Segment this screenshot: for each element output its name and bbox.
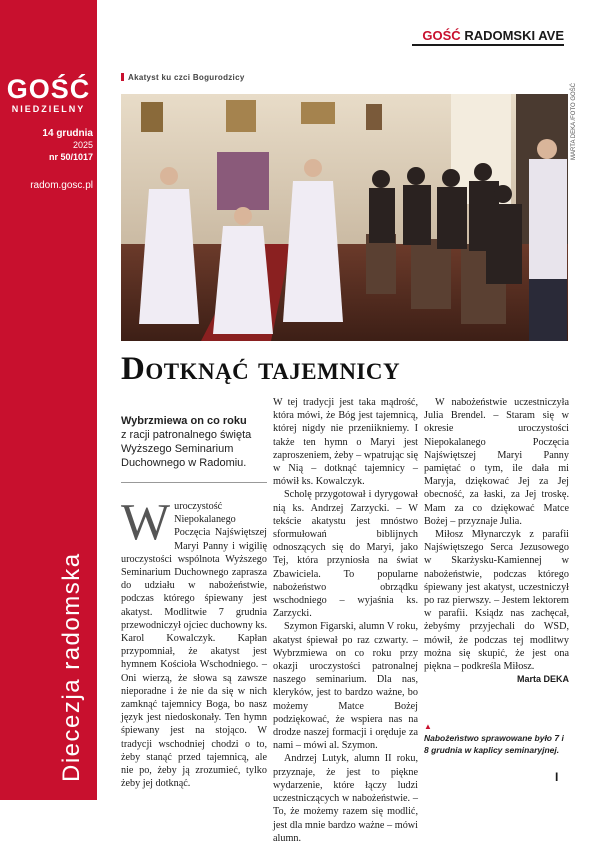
section-label: Diecezja radomska [58, 552, 85, 782]
header-brand: GOŚĆ [422, 28, 461, 43]
paragraph: Scholę przygotował i dyrygował nią ks. Andrzej Zarzycki. – W tekście akatystu jest mnóstwo sformułowań biblijnych odnoszących się do Maryi, jako Tej, która przyniosła na świat Zbawiciela. To popularne nabożeństwo obrządku wschodniego – wyjaśnia ks. Zarzycki. [273, 489, 418, 620]
author-signature: Marta DEKA [516, 674, 569, 685]
kicker-mark [121, 73, 124, 81]
paragraph-text: uroczystość Niepokalanego Poczęcia Najświętszej Maryi Panny i wigilię uroczystości wspólnota Wyższego Seminarium Duchownego zaprasza do udziału w nabożeństwie, podczas którego śpiewany jest akatyst. Modlitwie 7 grudnia przewodniczył ojciec duchowny ks. Karol Kowalczyk. Kapłan przypomniał, że akatyst jest hymnem Kościoła Wschodniego. – Oni wierzą, że słowa są zawsze nieporadne i że nie da się w nich zamknąć tajemnicy Boga, bo nasz język jest niedoskonały. Ten hymn śpiewany jest na stojąco. W tradycji wschodniej chodzi o to, żeby stanąć przed tajemnicą, ale nie po, żeby ją zrozumieć, tylko żeby jej dotknąć. [121, 501, 267, 790]
lead-rest: z racji patronalnego święta Wyższego Seminarium Duchownego w Radomiu. [121, 429, 252, 469]
article-column-2 [273, 396, 418, 845]
caption-text: Nabożeństwo sprawowane było 7 i 8 grudnia w kaplicy seminaryjnej. [424, 733, 564, 755]
photo-illustration [121, 94, 568, 341]
article-column-3 [424, 396, 569, 686]
paragraph: Andrzej Lutyk, alumn II roku, przyznaje, że jest to piękne wydarzenie, które łączy ludzi uczestniczących w nabożeństwie. – To, że możemy razem się modlić, jest dla mnie bardzo ważne – mówi alumn. [273, 753, 418, 844]
photo-caption [424, 722, 569, 756]
article-title: Dotknąć tajemnicy [121, 351, 401, 387]
paragraph [121, 494, 267, 790]
lead [121, 414, 267, 470]
article-column-1 [121, 494, 267, 790]
article-photo [121, 94, 568, 341]
caption-triangle-icon: ▲ [424, 722, 432, 731]
photo-credit: MARTA DEKA /FOTO GOŚĆ [571, 82, 577, 160]
logo-sub: NIEDZIELNY [11, 104, 86, 114]
lead-divider [121, 482, 267, 483]
kicker [121, 73, 245, 82]
issue-year: 2025 [72, 140, 93, 150]
kicker-text: Akatyst ku czci Bogurodzicy [128, 73, 245, 82]
website-link[interactable]: radom.gosc.pl [30, 180, 93, 191]
issue-info [0, 128, 93, 163]
paragraph: Szymon Figarski, alumn V roku, akatyst śpiewał po raz czwarty. – Wybrzmiewa on co roku przy okazji uroczystości patronalnej naszego seminarium. Dla nas, kleryków, jest to bardzo ważne, bo możemy Matce Bożej podziękować, że wspiera nas na drodze naszej formacji i oręduje za nami – mówi al. Szymon. [273, 621, 418, 752]
header-edition: RADOMSKI AVE [464, 28, 564, 43]
logo-main: GOŚĆ [6, 74, 91, 104]
lead-bold: Wybrzmiewa on co roku [121, 415, 247, 427]
sidebar [0, 0, 97, 800]
logo [0, 75, 97, 115]
paragraph: Miłosz Młynarczyk z parafii Najświętszego Serca Jezusowego w Skarżysku-Kamiennej w nabożeństwie, podczas którego śpiewany jest akatyst, uczestniczył po raz pierwszy. – Jestem lektorem w parafii. Ksiądz nas zachęcał, żebyśmy przyjechali do WSD, mówił, że podczas tej modlitwy można się skupić, że jest ona piękna – podkreśla Miłosz. [424, 529, 569, 673]
page-header [412, 28, 564, 43]
paragraph: W nabożeństwie uczestniczyła Julia Brendel. – Staram się w okresie uroczystości Niepokalanego Poczęcia Najświętszej Maryi Panny pamiętać o tym, ile dała mi Maryja, dziękować Jej za Jej obecność, za łaski, za Jej troskę. Mam za co dziękować Matce Bożej – przyznaje Julia. [424, 397, 569, 527]
dropcap: W [121, 494, 171, 551]
issue-date: 14 grudnia [42, 128, 93, 139]
header-rule [412, 44, 564, 46]
issue-number: nr 50/1017 [48, 152, 93, 162]
paragraph: W tej tradycji jest taka mądrość, która mówi, że Bóg jest tajemnicą, której nigdy nie przeniikniemy. I także ten hymn o Maryi jest zaproszeniem, żeby – wpatrując się w Nią – dotknąć tajemnicy – mówił ks. Kowalczyk. [273, 397, 418, 488]
page-number: I [555, 770, 559, 784]
